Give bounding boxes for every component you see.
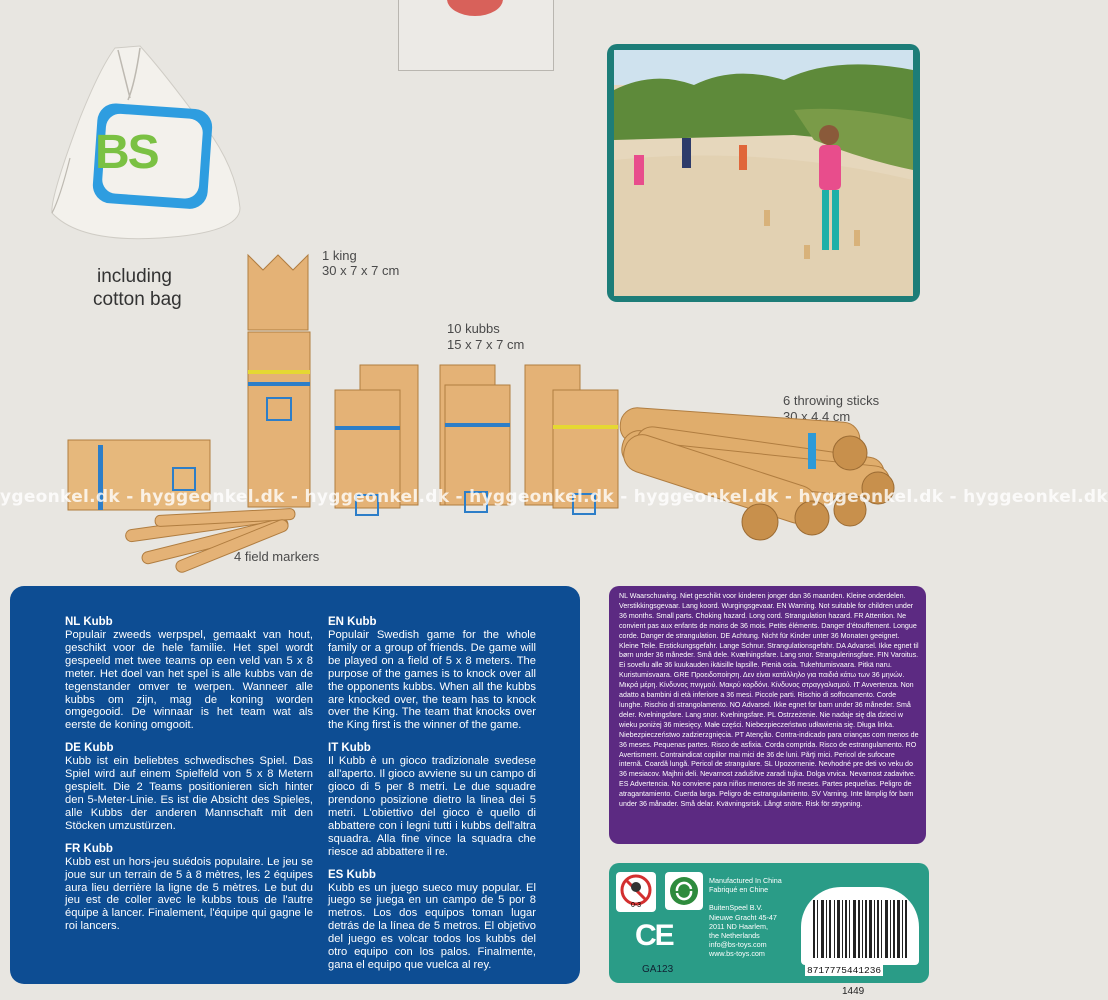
website: www.bs-toys.com bbox=[709, 949, 765, 959]
ce-mark: CE bbox=[635, 919, 673, 952]
bag-logo: BS bbox=[95, 126, 158, 179]
age-warning-icon bbox=[616, 872, 656, 912]
company-name: BuitenSpeel B.V. bbox=[709, 903, 763, 913]
de-title: DE Kubb bbox=[65, 742, 114, 755]
en-body: Populair Swedish game for the whole family or a group of friends. De game will be played on a field of 5 x 8 meters. The purpose of the games is to knock over all the opponents kubbs. When all the kubbs are knocked over, the team has to knock over the King. The team that knocks over the King first is the winner of the game. bbox=[328, 629, 536, 732]
sticks-label: 6 throwing sticks bbox=[783, 393, 880, 408]
kubbs-label: 10 kubbs bbox=[447, 321, 500, 336]
warning-panel bbox=[609, 586, 926, 844]
description-panel bbox=[10, 586, 580, 984]
kubb-pieces-image bbox=[60, 250, 910, 575]
en-title: EN Kubb bbox=[328, 616, 377, 628]
warning-text: NL Waarschuwing. Niet geschikt voor kinderen jonger dan 36 maanden. Kleine onderdelen. Verstikkingsgevaar. Lang koord. Wurgingsgevaar. EN Warning. Not suitable for children under 36 months. Small parts. Choking hazard. Long cord. Strangulation hazard. FR Attention. Ne convient pas aux enfants de moins de 36 mois. Petits éléments. Danger d'étouffement. Longue corde. Danger de strangulation. DE Achtung. Nicht für Kinder unter 36 Monaten geeignet. Kleine Teile. Erstickungsgefahr. Lange Schnur. Strangulationsgefahr. DA Advarsel. Ikke egnet til børn under 36 måneder. Små dele. Kvælningsfare. Lang snor. Strangulerinsgfare. FIN Varoitus. Ei sovellu alle 36 kuukauden ikäisille lapsille. Pieniä osia. Tukehtumisvaara. Pitkä naru. Kuristumisvaara. GRE Προειδοποίηση. Δεν είναι κατάλληλο για παιδιά κάτω των 36 μηνών. Μικρά μέρη. Κίνδυνος πνιγμού. Μακρύ κορδόνι. Κίνδυνος στραγγαλισμού. IT Avvertenza. Non adatto a bambini di età inferiore a 36 mesi. Piccole parti. Rischio di soffocamento. Corde lunghe. Rischio di strangolamento. NO Advarsel. Ikke egnet for barn under 36 måneder. Små deler. Kvelningsfare. Lang snor. Kvelningsfare. PL Ostrzeżenie. Nie nadaje się dla dzieci w wieku poniżej 36 miesięcy. Małe części. Niebezpieczeństwo udławienia się. Długa linka. Niebezpieczeństwo zadzierzgnięcia. PT Atenção. Contra-indicado para crianças com menos de 36 meses. Pequenas partes. Risco de asfixia. Corda comprida. Risco de estrangulamento. RO Avertisment. Contraindicat copiilor mai mici de 36 de luni. Părţi mici. Pericol de sufocare internă. Coardă lungă. Pericol de strangulare. SL Upozornenie. Nevhodné pre deti vo veku do 36 mesiacov. Majhni deli. Nevarnost zadušitve zaradi tujka. Dolga vrvica. Nevarnost zadavitve. ES Advertencia. No conviene para niños menores de 36 meses. Partes pequeñas. Peligro de atragantamiento. Cuerda larga. Peligro de estrangulamiento. SV Varning. Inte lämplig för barn under 36 månader. Små delar. Kvävningsrisk. Långt snöre. Risk för strypning. bbox=[619, 592, 919, 809]
manufactured-fr: Fabriqué en Chine bbox=[709, 885, 769, 895]
king-size: 30 x 7 x 7 cm bbox=[322, 263, 400, 278]
it-title: IT Kubb bbox=[328, 742, 371, 755]
info-panel bbox=[609, 863, 929, 983]
email: info@bs-toys.com bbox=[709, 940, 767, 950]
fr-title: FR Kubb bbox=[65, 842, 113, 855]
de-body: Kubb ist ein beliebtes schwedisches Spiel. Das Spiel wird auf einem Spielfeld von 5 x 8 Metern gespielt. Die 2 Teams positionieren sich hinter den 5-Meter-Linie. Es ist die Absicht des Spieles, alle Kubbs der anderen Mannschaft mit den Stöcken umzustürzen. bbox=[65, 755, 313, 832]
fr-body: Kubb est un hors-jeu suédois populaire. Le jeu se joue sur un terrain de 5 à 8 mètres, les 2 équipes aura lieu derrière la ligne de 5 mètres. Le but du jeu est de coller avec le kubbs tous de l'autre équipe à lancer. Finalement, l'équipe qui gagne le roi lancers. bbox=[65, 855, 313, 933]
description-column-right bbox=[328, 616, 536, 982]
bag-caption-line1: including bbox=[97, 266, 172, 287]
bag-caption-line2: cotton bag bbox=[93, 289, 182, 310]
nl-body: Populair zweeds werpspel, gemaakt van hout, geschikt voor de hele familie. Het spel wordt gespeeld met twee teams op een veld van 5 x 8 meter. Het doel van het spel is alle kubbs van de tegenstander omver te werpen. Wanneer alle kubbs om zijn, mag de koning worden omgegooid. De winnaar is het team wat als eerste de koning omgooit. bbox=[65, 629, 313, 732]
city: 2011 ND Haarlem, bbox=[709, 921, 768, 931]
kubbs-size: 15 x 7 x 7 cm bbox=[447, 337, 525, 352]
street: Nieuwe Gracht 45-47 bbox=[709, 912, 777, 922]
country: the Netherlands bbox=[709, 931, 760, 941]
king-label: 1 king bbox=[322, 248, 357, 263]
page-number: 1449 bbox=[842, 986, 865, 997]
description-column-left bbox=[65, 616, 313, 943]
address-block bbox=[709, 876, 809, 959]
es-body: Kubb es un juego sueco muy popular. El juego se juega en un campo de 5 por 8 metros. Los dos equipos toman lugar detrás de la línea de 5 metros. El objetivo del juego es volcar todos los kubbs del otro equipo con los palos. Finalmente, gana el equipo que vuelca al rey. bbox=[328, 881, 536, 971]
sticks-size: 30 x 4,4 cm bbox=[783, 409, 851, 424]
watermark: ygeonkel.dk - hyggeonkel.dk - hyggeonkel.dk - hyggeonkel.dk - hyggeonkel.dk - hyggeonkel.dk - hyggeonkel.dk bbox=[0, 487, 1108, 507]
es-title: ES Kubb bbox=[328, 868, 376, 881]
article-code: GA123 bbox=[642, 964, 674, 975]
barcode-number: 8717775441236 bbox=[807, 965, 882, 976]
nl-title: NL Kubb bbox=[65, 616, 113, 628]
recycle-icon bbox=[665, 872, 703, 910]
it-body: Il Kubb è un gioco tradizionale svedese all'aperto. Il gioco avviene su un campo di gioco di 5 per 8 metri. Le due squadre prendono posizione dietro la linea dei 5 metri. L'obiettivo del gioco è quello di abbattere con i legni tutti i kubbs dell'altra squadra. Alla fine vince la squadra che riesce ad abbattere il re. bbox=[328, 755, 536, 858]
manufactured-en: Manufactured In China bbox=[709, 876, 782, 885]
markers-label: 4 field markers bbox=[234, 549, 320, 564]
age-label: 0-3 bbox=[630, 902, 642, 909]
barcode bbox=[801, 887, 919, 965]
